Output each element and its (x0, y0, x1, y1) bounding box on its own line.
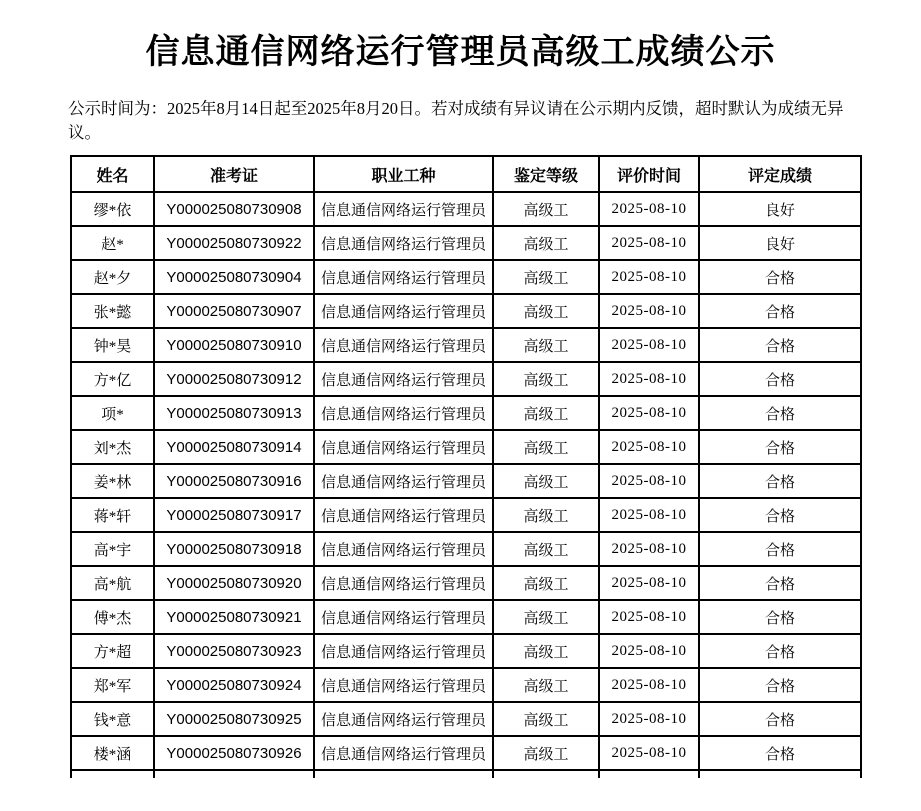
empty-cell (599, 770, 699, 778)
cell-eval_time: 2025-08-10 (599, 498, 699, 532)
table-row (71, 600, 861, 634)
cell-result: 合格 (699, 634, 861, 668)
table-row (71, 634, 861, 668)
cell-level: 高级工 (493, 430, 599, 464)
cell-occupation: 信息通信网络运行管理员 (314, 396, 493, 430)
cell-occupation: 信息通信网络运行管理员 (314, 328, 493, 362)
column-header-occupation: 职业工种 (314, 156, 493, 192)
empty-cell (314, 770, 493, 778)
cell-name: 郑*军 (71, 668, 154, 702)
cell-name: 高*航 (71, 566, 154, 600)
column-header-ticket: 准考证 (154, 156, 314, 192)
cell-name: 张*懿 (71, 294, 154, 328)
cell-ticket: Y000025080730918 (154, 532, 314, 566)
table-row (71, 362, 861, 396)
cell-result: 合格 (699, 566, 861, 600)
results-table-header (71, 156, 861, 192)
cell-ticket: Y000025080730907 (154, 294, 314, 328)
column-header-result: 评定成绩 (699, 156, 861, 192)
cell-name: 项* (71, 396, 154, 430)
cell-result: 合格 (699, 702, 861, 736)
cell-result: 合格 (699, 498, 861, 532)
cell-eval_time: 2025-08-10 (599, 532, 699, 566)
cell-level: 高级工 (493, 294, 599, 328)
cell-eval_time: 2025-08-10 (599, 362, 699, 396)
cell-level: 高级工 (493, 464, 599, 498)
cell-ticket: Y000025080730922 (154, 226, 314, 260)
cell-eval_time: 2025-08-10 (599, 294, 699, 328)
cell-result: 合格 (699, 362, 861, 396)
cell-ticket: Y000025080730916 (154, 464, 314, 498)
column-header-name: 姓名 (71, 156, 154, 192)
cell-ticket: Y000025080730904 (154, 260, 314, 294)
table-row (71, 702, 861, 736)
cell-name: 方*亿 (71, 362, 154, 396)
cell-level: 高级工 (493, 498, 599, 532)
results-table (70, 155, 862, 778)
cell-level: 高级工 (493, 328, 599, 362)
empty-cell (154, 770, 314, 778)
cell-occupation: 信息通信网络运行管理员 (314, 294, 493, 328)
cell-occupation: 信息通信网络运行管理员 (314, 634, 493, 668)
cell-result: 合格 (699, 260, 861, 294)
table-row (71, 328, 861, 362)
cell-ticket: Y000025080730921 (154, 600, 314, 634)
cell-eval_time: 2025-08-10 (599, 260, 699, 294)
cell-result: 合格 (699, 396, 861, 430)
empty-cell (699, 770, 861, 778)
results-table-container (70, 155, 862, 778)
cell-level: 高级工 (493, 226, 599, 260)
cell-ticket: Y000025080730923 (154, 634, 314, 668)
cell-eval_time: 2025-08-10 (599, 430, 699, 464)
cell-level: 高级工 (493, 702, 599, 736)
cell-name: 钟*昊 (71, 328, 154, 362)
cell-name: 刘*杰 (71, 430, 154, 464)
cell-result: 合格 (699, 464, 861, 498)
cell-occupation: 信息通信网络运行管理员 (314, 702, 493, 736)
cell-eval_time: 2025-08-10 (599, 566, 699, 600)
cell-occupation: 信息通信网络运行管理员 (314, 260, 493, 294)
cell-result: 合格 (699, 736, 861, 770)
cell-result: 良好 (699, 226, 861, 260)
cell-name: 傅*杰 (71, 600, 154, 634)
cell-result: 合格 (699, 668, 861, 702)
cell-level: 高级工 (493, 668, 599, 702)
cell-result: 合格 (699, 430, 861, 464)
cell-ticket: Y000025080730917 (154, 498, 314, 532)
empty-cell (493, 770, 599, 778)
notice-text: 公示时间为：2025年8月14日起至2025年8月20日。若对成绩有异议请在公示期内反馈，超时默认为成绩无异议。 (68, 99, 844, 142)
cell-result: 合格 (699, 532, 861, 566)
cell-eval_time: 2025-08-10 (599, 634, 699, 668)
cell-level: 高级工 (493, 396, 599, 430)
cell-result: 合格 (699, 294, 861, 328)
table-row (71, 736, 861, 770)
cell-ticket: Y000025080730913 (154, 396, 314, 430)
cell-ticket: Y000025080730925 (154, 702, 314, 736)
cell-level: 高级工 (493, 192, 599, 226)
cell-eval_time: 2025-08-10 (599, 668, 699, 702)
cell-occupation: 信息通信网络运行管理员 (314, 498, 493, 532)
table-row (71, 396, 861, 430)
cell-name: 姜*林 (71, 464, 154, 498)
table-row (71, 430, 861, 464)
cell-name: 高*宇 (71, 532, 154, 566)
cell-occupation: 信息通信网络运行管理员 (314, 226, 493, 260)
column-header-eval_time: 评价时间 (599, 156, 699, 192)
cell-ticket: Y000025080730924 (154, 668, 314, 702)
cell-name: 蒋*轩 (71, 498, 154, 532)
cell-occupation: 信息通信网络运行管理员 (314, 600, 493, 634)
cell-ticket: Y000025080730920 (154, 566, 314, 600)
cell-result: 合格 (699, 328, 861, 362)
cell-occupation: 信息通信网络运行管理员 (314, 566, 493, 600)
table-row (71, 566, 861, 600)
column-header-level: 鉴定等级 (493, 156, 599, 192)
cell-level: 高级工 (493, 736, 599, 770)
cell-level: 高级工 (493, 362, 599, 396)
cell-occupation: 信息通信网络运行管理员 (314, 430, 493, 464)
cell-eval_time: 2025-08-10 (599, 192, 699, 226)
table-row (71, 192, 861, 226)
table-row (71, 668, 861, 702)
cell-eval_time: 2025-08-10 (599, 226, 699, 260)
cropped-partial-row (71, 770, 861, 778)
cell-result: 合格 (699, 600, 861, 634)
page-title: 信息通信网络运行管理员高级工成绩公示 (145, 34, 776, 71)
cell-level: 高级工 (493, 634, 599, 668)
table-row (71, 532, 861, 566)
cell-level: 高级工 (493, 260, 599, 294)
cell-eval_time: 2025-08-10 (599, 328, 699, 362)
table-row (71, 260, 861, 294)
table-row (71, 464, 861, 498)
cell-eval_time: 2025-08-10 (599, 736, 699, 770)
cell-ticket: Y000025080730910 (154, 328, 314, 362)
cell-eval_time: 2025-08-10 (599, 396, 699, 430)
table-row (71, 226, 861, 260)
cell-ticket: Y000025080730914 (154, 430, 314, 464)
cell-occupation: 信息通信网络运行管理员 (314, 362, 493, 396)
table-row (71, 294, 861, 328)
cell-ticket: Y000025080730912 (154, 362, 314, 396)
cell-result: 良好 (699, 192, 861, 226)
cell-occupation: 信息通信网络运行管理员 (314, 668, 493, 702)
cell-level: 高级工 (493, 532, 599, 566)
cell-name: 钱*意 (71, 702, 154, 736)
header-row (71, 156, 861, 192)
results-table-body (71, 192, 861, 778)
cell-occupation: 信息通信网络运行管理员 (314, 736, 493, 770)
cell-eval_time: 2025-08-10 (599, 600, 699, 634)
cell-level: 高级工 (493, 600, 599, 634)
empty-cell (71, 770, 154, 778)
cell-name: 缪*依 (71, 192, 154, 226)
cell-name: 楼*涵 (71, 736, 154, 770)
cell-occupation: 信息通信网络运行管理员 (314, 464, 493, 498)
cell-occupation: 信息通信网络运行管理员 (314, 192, 493, 226)
cell-name: 赵*夕 (71, 260, 154, 294)
cell-ticket: Y000025080730908 (154, 192, 314, 226)
cell-name: 赵* (71, 226, 154, 260)
cell-eval_time: 2025-08-10 (599, 702, 699, 736)
cell-ticket: Y000025080730926 (154, 736, 314, 770)
cell-occupation: 信息通信网络运行管理员 (314, 532, 493, 566)
table-row (71, 498, 861, 532)
cell-name: 方*超 (71, 634, 154, 668)
cell-eval_time: 2025-08-10 (599, 464, 699, 498)
cell-level: 高级工 (493, 566, 599, 600)
